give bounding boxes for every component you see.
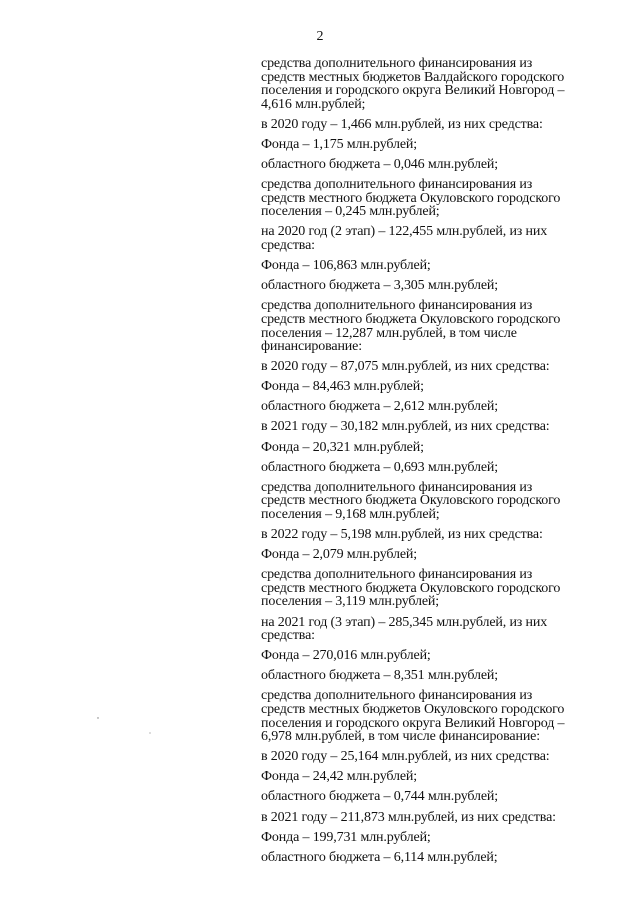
scan-speck [149,732,150,733]
paragraph: областного бюджета – 8,351 млн.рублей; [261,668,499,684]
paragraph: средства дополнительного финансирования из средств местных бюджетов Валдайского городского поселения и городского округа Великий Новгород – 4,616 млн.рублей; [261,56,565,112]
paragraph: областного бюджета – 0,046 млн.рублей; [261,157,499,173]
paragraph: в 2020 году – 87,075 млн.рублей, из них средства: [261,359,550,375]
paragraph: областного бюджета – 2,612 млн.рублей; [261,399,499,415]
paragraph: Фонда – 270,016 млн.рублей; [261,648,431,664]
document-body [261,57,596,871]
paragraph: Фонда – 106,863 млн.рублей; [261,258,431,274]
scan-speck [97,717,98,718]
paragraph: в 2022 году – 5,198 млн.рублей, из них средства: [261,527,543,543]
paragraph: Фонда – 20,321 млн.рублей; [261,439,424,455]
paragraph: средства дополнительного финансирования из средств местного бюджета Окуловского городского поселения – 12,287 млн.рублей, в том числе финансирование: [261,298,561,355]
paragraph: в 2020 году – 1,466 млн.рублей, из них средства: [261,116,543,132]
paragraph: в 2020 году – 25,164 млн.рублей, из них средства: [261,749,550,765]
paragraph: на 2020 год (2 этап) – 122,455 млн.рублей, из них средства: [261,224,548,254]
paragraph: в 2021 году – 211,873 млн.рублей, из них средства: [261,809,556,825]
paragraph: средства дополнительного финансирования из средств местного бюджета Окуловского городского поселения – 3,119 млн.рублей; [261,567,561,610]
paragraph: Фонда – 2,079 млн.рублей; [261,547,417,563]
paragraph: областного бюджета – 3,305 млн.рублей; [261,278,499,294]
paragraph: средства дополнительного финансирования из средств местного бюджета Окуловского городского поселения – 0,245 млн.рублей; [261,177,561,220]
paragraph: на 2021 год (3 этап) – 285,345 млн.рублей, из них средства: [261,614,548,644]
paragraph: областного бюджета – 0,693 млн.рублей; [261,459,499,475]
paragraph: в 2021 году – 30,182 млн.рублей, из них средства: [261,419,550,435]
paragraph: Фонда – 1,175 млн.рублей; [261,136,417,152]
paragraph: средства дополнительного финансирования из средств местных бюджетов Окуловского городского поселения и городского округа Великий Новгород – 6,978 млн.рублей, в том числе финансирование: [261,688,565,745]
paragraph: Фонда – 84,463 млн.рублей; [261,379,424,395]
paragraph: Фонда – 199,731 млн.рублей; [261,829,431,845]
paragraph: Фонда – 24,42 млн.рублей; [261,769,417,785]
paragraph: областного бюджета – 0,744 млн.рублей; [261,789,499,805]
page-number: 2 [316,29,324,44]
paragraph: областного бюджета – 6,114 млн.рублей; [261,849,498,865]
paragraph: средства дополнительного финансирования из средств местного бюджета Окуловского городского поселения – 9,168 млн.рублей; [261,479,561,522]
